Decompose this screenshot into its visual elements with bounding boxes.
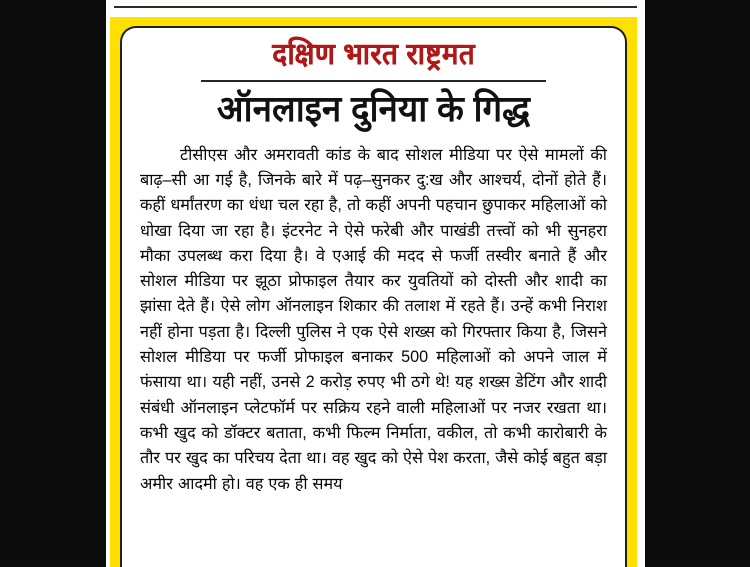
masthead-divider-rule xyxy=(201,80,546,82)
yellow-border-frame xyxy=(110,17,637,567)
masthead-title: दक्षिण भारत राष्ट्रमत xyxy=(272,38,475,71)
article-body-text: टीसीएस और अमरावती कांड के बाद सोशल मीडिया पर ऐसे मामलों की बाढ़–सी आ गई है, जिनके बारे में पढ़–सुनकर दु:ख और आश्चर्य, दोनों होते हैं। कहीं धर्मांतरण का धंधा चल रहा है, तो कहीं अपनी पहचान छुपाकर महिलाओं को धोखा दिया जा रहा है। इंटरनेट ने ऐसे फरेबी और पाखंडी तत्त्वों को भी सुनहरा मौका उपलब्ध करा दिया है। वे एआई की मदद से फर्जी तस्वीर बनाते हैं और सोशल मीडिया पर झूठा प्रोफाइल तैयार कर युवतियों को दोस्ती और शादी का झांसा देते हैं। ऐसे लोग ऑनलाइन शिकार की तलाश में रहते हैं। उन्हें कभी निराश नहीं होना पड़ता है। दिल्ली पुलिस ने एक ऐसे शख्स को गिरफ्तार किया है, जिसने सोशल मीडिया पर फर्जी प्रोफाइल बनाकर 500 महिलाओं को अपने जाल में फंसाया था। यही नहीं, उनसे 2 करोड़ रुपए भी ठगे थे! यह शख्स डेटिंग और शादी संबंधी ऑनलाइन प्लेटफॉर्म पर सक्रिय रहने वाली महिलाओं पर नजर रखता था। कभी खुद को डॉक्टर बताता, कभी फिल्म निर्माता, वकील, तो कभी कारोबारी के तौर पर खुद का परिचय देता था। वह खुद को ऐसे पेश करता, जैसे कोई बहुत बड़ा अमीर आदमी हो। वह एक ही समय xyxy=(140,145,607,493)
article-card xyxy=(120,26,627,567)
newspaper-page-sheet xyxy=(106,0,645,567)
article-headline: ऑनलाइन दुनिया के गिद्ध xyxy=(216,88,531,130)
top-divider-rule xyxy=(114,6,637,8)
